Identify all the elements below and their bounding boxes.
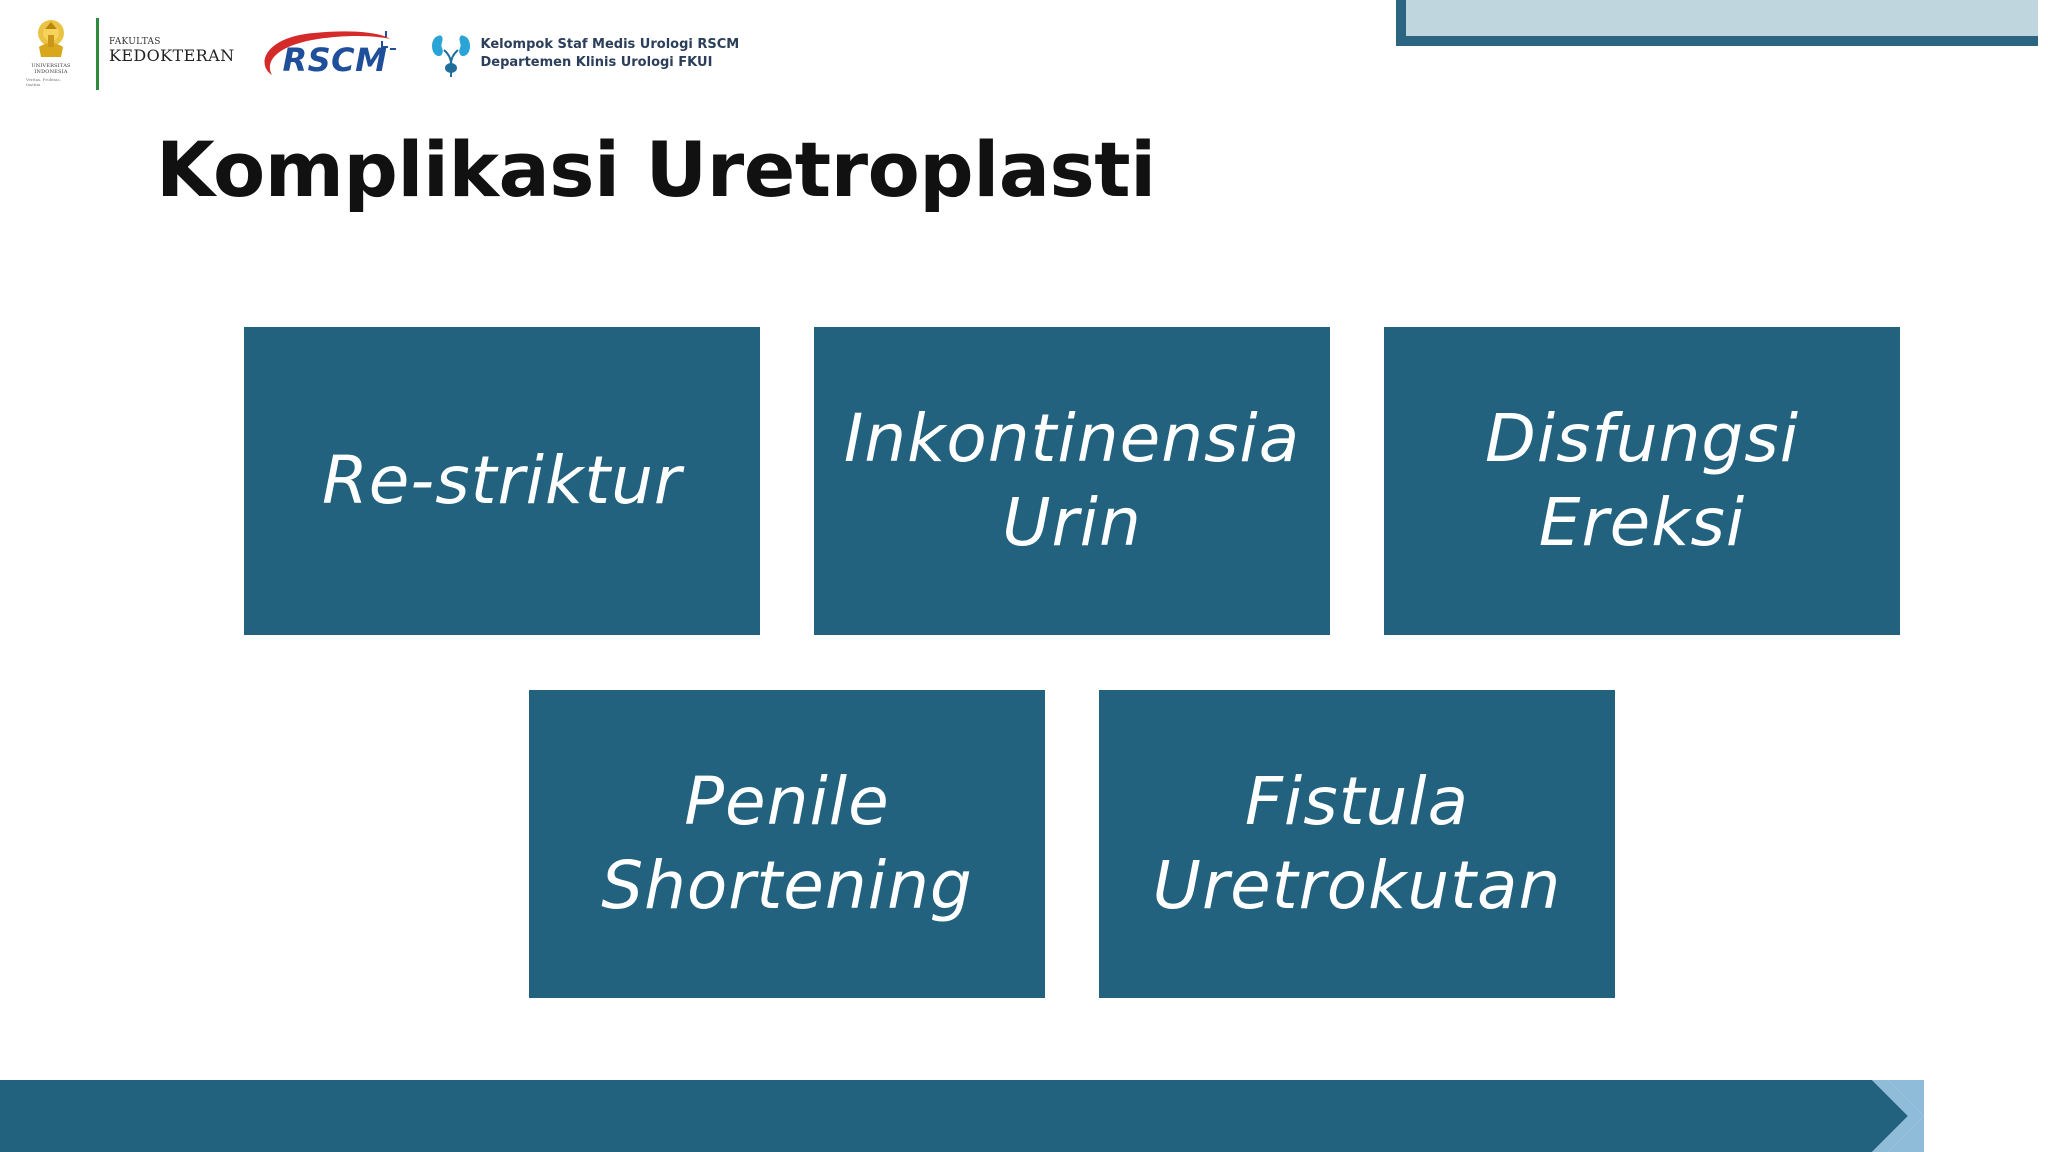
- complication-box-restriktur: [244, 327, 760, 635]
- makara-emblem-icon: [31, 17, 71, 61]
- complication-label: Re-striktur: [321, 442, 683, 519]
- bottom-bar: [0, 1080, 2048, 1152]
- university-tagline: Veritas, Probitas, Iustitia: [26, 77, 61, 87]
- top-right-band-inner: [1406, 0, 2038, 36]
- university-name: [31, 63, 70, 75]
- department-text: [480, 36, 739, 72]
- rscm-wordmark: RSCM: [282, 41, 388, 79]
- kidney-icon: [430, 30, 472, 78]
- faculty-logo: [109, 37, 234, 65]
- university-name-line-2: INDONESIA: [34, 69, 68, 75]
- complication-box-inkontinensia-urin: [814, 327, 1330, 635]
- rscm-logo: [254, 23, 404, 85]
- complication-label: Fistula Uretrokutan: [1152, 763, 1562, 924]
- slide-title: Komplikasi Uretroplasti: [156, 125, 1156, 214]
- complication-box-fistula-uretrokutan: [1099, 690, 1615, 998]
- university-logo: [26, 17, 76, 91]
- university-name-line-1: UNIVERSITAS: [31, 63, 71, 69]
- complication-box-disfungsi-ereksi: [1384, 327, 1900, 635]
- complication-label: Disfungsi Ereksi: [1484, 400, 1800, 561]
- department-line-2: Departemen Klinis Urologi FKUI: [480, 55, 713, 70]
- faculty-big-text: KEDOKTERAN: [109, 46, 235, 65]
- complication-label: Penile Shortening: [601, 763, 973, 924]
- header-logos: [26, 14, 739, 94]
- complication-label: Inkontinensia Urin: [843, 400, 1301, 561]
- bottom-bar-shape: [0, 1080, 1908, 1152]
- logo-divider: [96, 18, 99, 90]
- department-line-1: Kelompok Staf Medis Urologi RSCM: [480, 37, 740, 52]
- complication-box-penile-shortening: [529, 690, 1045, 998]
- faculty-small-text: FAKULTAS: [109, 37, 161, 47]
